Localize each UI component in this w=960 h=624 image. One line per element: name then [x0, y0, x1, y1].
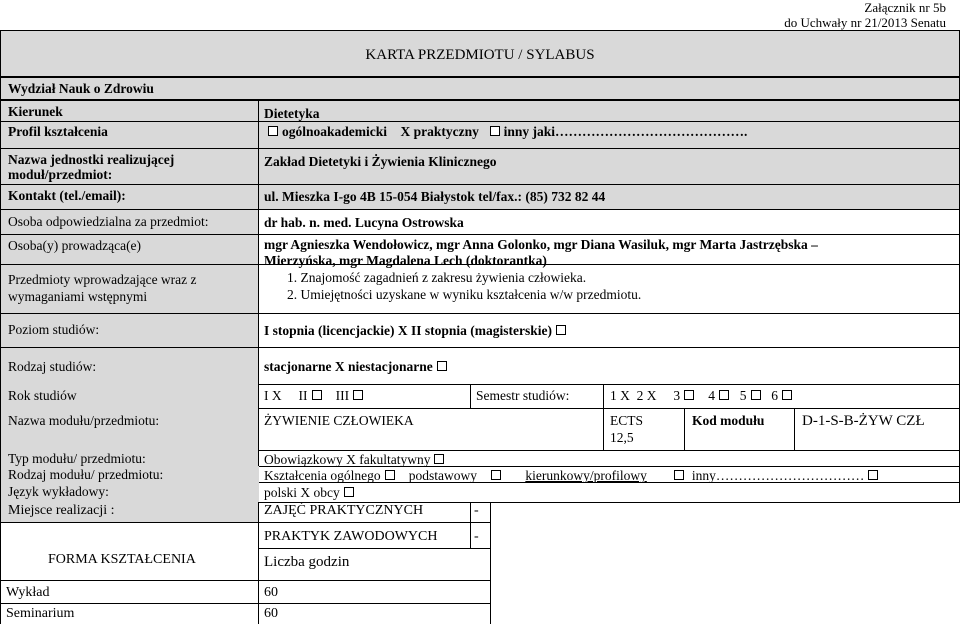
year-i: I X [264, 388, 282, 403]
profil-option-1: ogólnoakademicki [282, 124, 388, 139]
jezyk-label: Język wykładowy: [8, 484, 109, 499]
rodzaj-value-text: stacjonarne X niestacjonarne [264, 359, 433, 374]
sem-1: 1 X [610, 388, 630, 403]
rodzaj-value [264, 359, 451, 375]
profil-options [264, 124, 747, 140]
poziom-value [264, 323, 570, 339]
profil-option-3: inny jaki……………………………………. [503, 124, 748, 139]
checkbox-icon[interactable] [434, 454, 444, 464]
faculty-name: Wydział Nauk o Zdrowiu [8, 81, 154, 96]
jezyk-value-text: polski X obcy [264, 485, 340, 500]
prowadzaca-line-2: Mierzyńska, mgr Magdalena Lech (doktorantka) [264, 253, 547, 268]
document-header-annex [784, 0, 946, 30]
semestr-label: Semestr studiów: [476, 388, 570, 403]
przedmioty-item-1: 1. Znajomość zagadnień z zakresu żywienia człowieka. [287, 270, 587, 285]
checkbox-icon[interactable] [312, 390, 322, 400]
jednostka-value: Zakład Dietetyki i Żywienia Klinicznego [264, 154, 497, 169]
forma-row-hours: 60 [264, 606, 278, 621]
checkbox-icon[interactable] [437, 361, 447, 371]
checkbox-icon[interactable] [344, 487, 354, 497]
rodzaj-opt-1: Kształcenia ogólnego [264, 468, 381, 483]
page-title: KARTA PRZEDMIOTU / SYLABUS [365, 47, 595, 63]
year-iii: III [335, 388, 350, 403]
checkbox-icon[interactable] [782, 390, 792, 400]
kod-label: Kod modułu [692, 413, 765, 428]
checkbox-icon[interactable] [385, 470, 395, 480]
miejsce-label: Miejsce realizacji : [8, 503, 115, 518]
forma-row-name: Seminarium [6, 606, 75, 621]
checkbox-icon[interactable] [490, 126, 500, 136]
year-ii: II [298, 388, 308, 403]
typ-value [264, 452, 448, 468]
rodzaj-modulu-label: Rodzaj modułu/ przedmiotu: [8, 467, 164, 482]
forma-row-hours: 60 [264, 585, 278, 600]
miejsce-value-2: PRAKTYK ZAWODOWYCH [264, 529, 438, 544]
module-name-label: Nazwa modułu/przedmiotu: [8, 413, 160, 428]
checkbox-icon[interactable] [674, 470, 684, 480]
miejsce-value-1: ZAJĘĆ PRAKTYCZNYCH [264, 503, 424, 518]
year-options [264, 388, 367, 404]
sem-5: 5 [739, 388, 747, 403]
checkbox-icon[interactable] [268, 126, 278, 136]
rok-studiow-label: Rok studiów [8, 388, 77, 403]
jezyk-value [264, 485, 358, 501]
module-name-value: ŻYWIENIE CZŁOWIEKA [264, 413, 414, 428]
checkbox-icon[interactable] [353, 390, 363, 400]
poziom-label: Poziom studiów: [8, 322, 100, 337]
checkbox-icon[interactable] [868, 470, 878, 480]
checkbox-icon[interactable] [491, 470, 501, 480]
poziom-value-text: I stopnia (licencjackie) X II stopnia (magisterskie) [264, 323, 552, 338]
rodzaj-opt-4: inny…………………………… [691, 468, 865, 483]
prowadzaca-line-1: mgr Agnieszka Wendołowicz, mgr Anna Golonko, mgr Diana Wasiluk, mgr Marta Jastrzębska – [264, 237, 818, 252]
jednostka-label: Nazwa jednostki realizującej moduł/przedmiot: [8, 152, 175, 182]
profil-label: Profil kształcenia [8, 124, 108, 139]
kierunek-value: Dietetyka [264, 106, 320, 121]
typ-value-text: Obowiązkowy X fakultatywny [264, 452, 431, 467]
typ-label: Typ modułu/ przedmiotu: [8, 451, 146, 466]
prowadzaca-label: Osoba(y) prowadząca(e) [8, 238, 142, 253]
sem-2: 2 X [636, 388, 657, 403]
kod-value: D-1-S-B-ŻYW CZŁ [802, 413, 925, 429]
przedmioty-label: Przedmioty wprowadzające wraz z wymaganiami wstępnymi [8, 272, 197, 304]
ects-label: ECTS [610, 413, 644, 428]
przedmioty-item-2: 2. Umiejętności uzyskane w wyniku kształcenia w/w przedmiotu. [287, 287, 642, 302]
rodzaj-opt-2: podstawowy [408, 468, 477, 483]
sem-3: 3 [673, 388, 681, 403]
sem-4: 4 [708, 388, 715, 403]
checkbox-icon[interactable] [684, 390, 694, 400]
miejsce-dash-2: - [474, 529, 479, 544]
kontakt-value: ul. Mieszka I-go 4B 15-054 Białystok tel/fax.: (85) 732 82 44 [264, 189, 606, 204]
annex-label: Załącznik nr 5b [864, 0, 946, 15]
resolution-label: do Uchwały nr 21/2013 Senatu [784, 15, 946, 30]
kierunek-label: Kierunek [8, 104, 63, 119]
checkbox-icon[interactable] [719, 390, 729, 400]
rodzaj-opt-3: kierunkowy/profilowy [525, 468, 647, 483]
liczba-godzin-label: Liczba godzin [264, 554, 350, 570]
odpowiedzialna-label: Osoba odpowiedzialna za przedmiot: [8, 214, 209, 229]
rodzaj-label: Rodzaj studiów: [8, 359, 97, 374]
checkbox-icon[interactable] [751, 390, 761, 400]
semester-options [610, 388, 796, 404]
rodzaj-modulu-options [264, 468, 882, 484]
checkbox-icon[interactable] [556, 325, 566, 335]
profil-option-2: X praktyczny [400, 124, 479, 139]
forma-row-name: Wykład [6, 585, 50, 600]
sem-6: 6 [771, 388, 778, 403]
miejsce-dash-1: - [474, 503, 479, 518]
forma-ksztalcenia-label: FORMA KSZTAŁCENIA [48, 552, 196, 567]
ects-value: 12,5 [610, 430, 634, 445]
kontakt-label: Kontakt (tel./email): [8, 188, 126, 203]
odpowiedzialna-value: dr hab. n. med. Lucyna Ostrowska [264, 215, 464, 230]
